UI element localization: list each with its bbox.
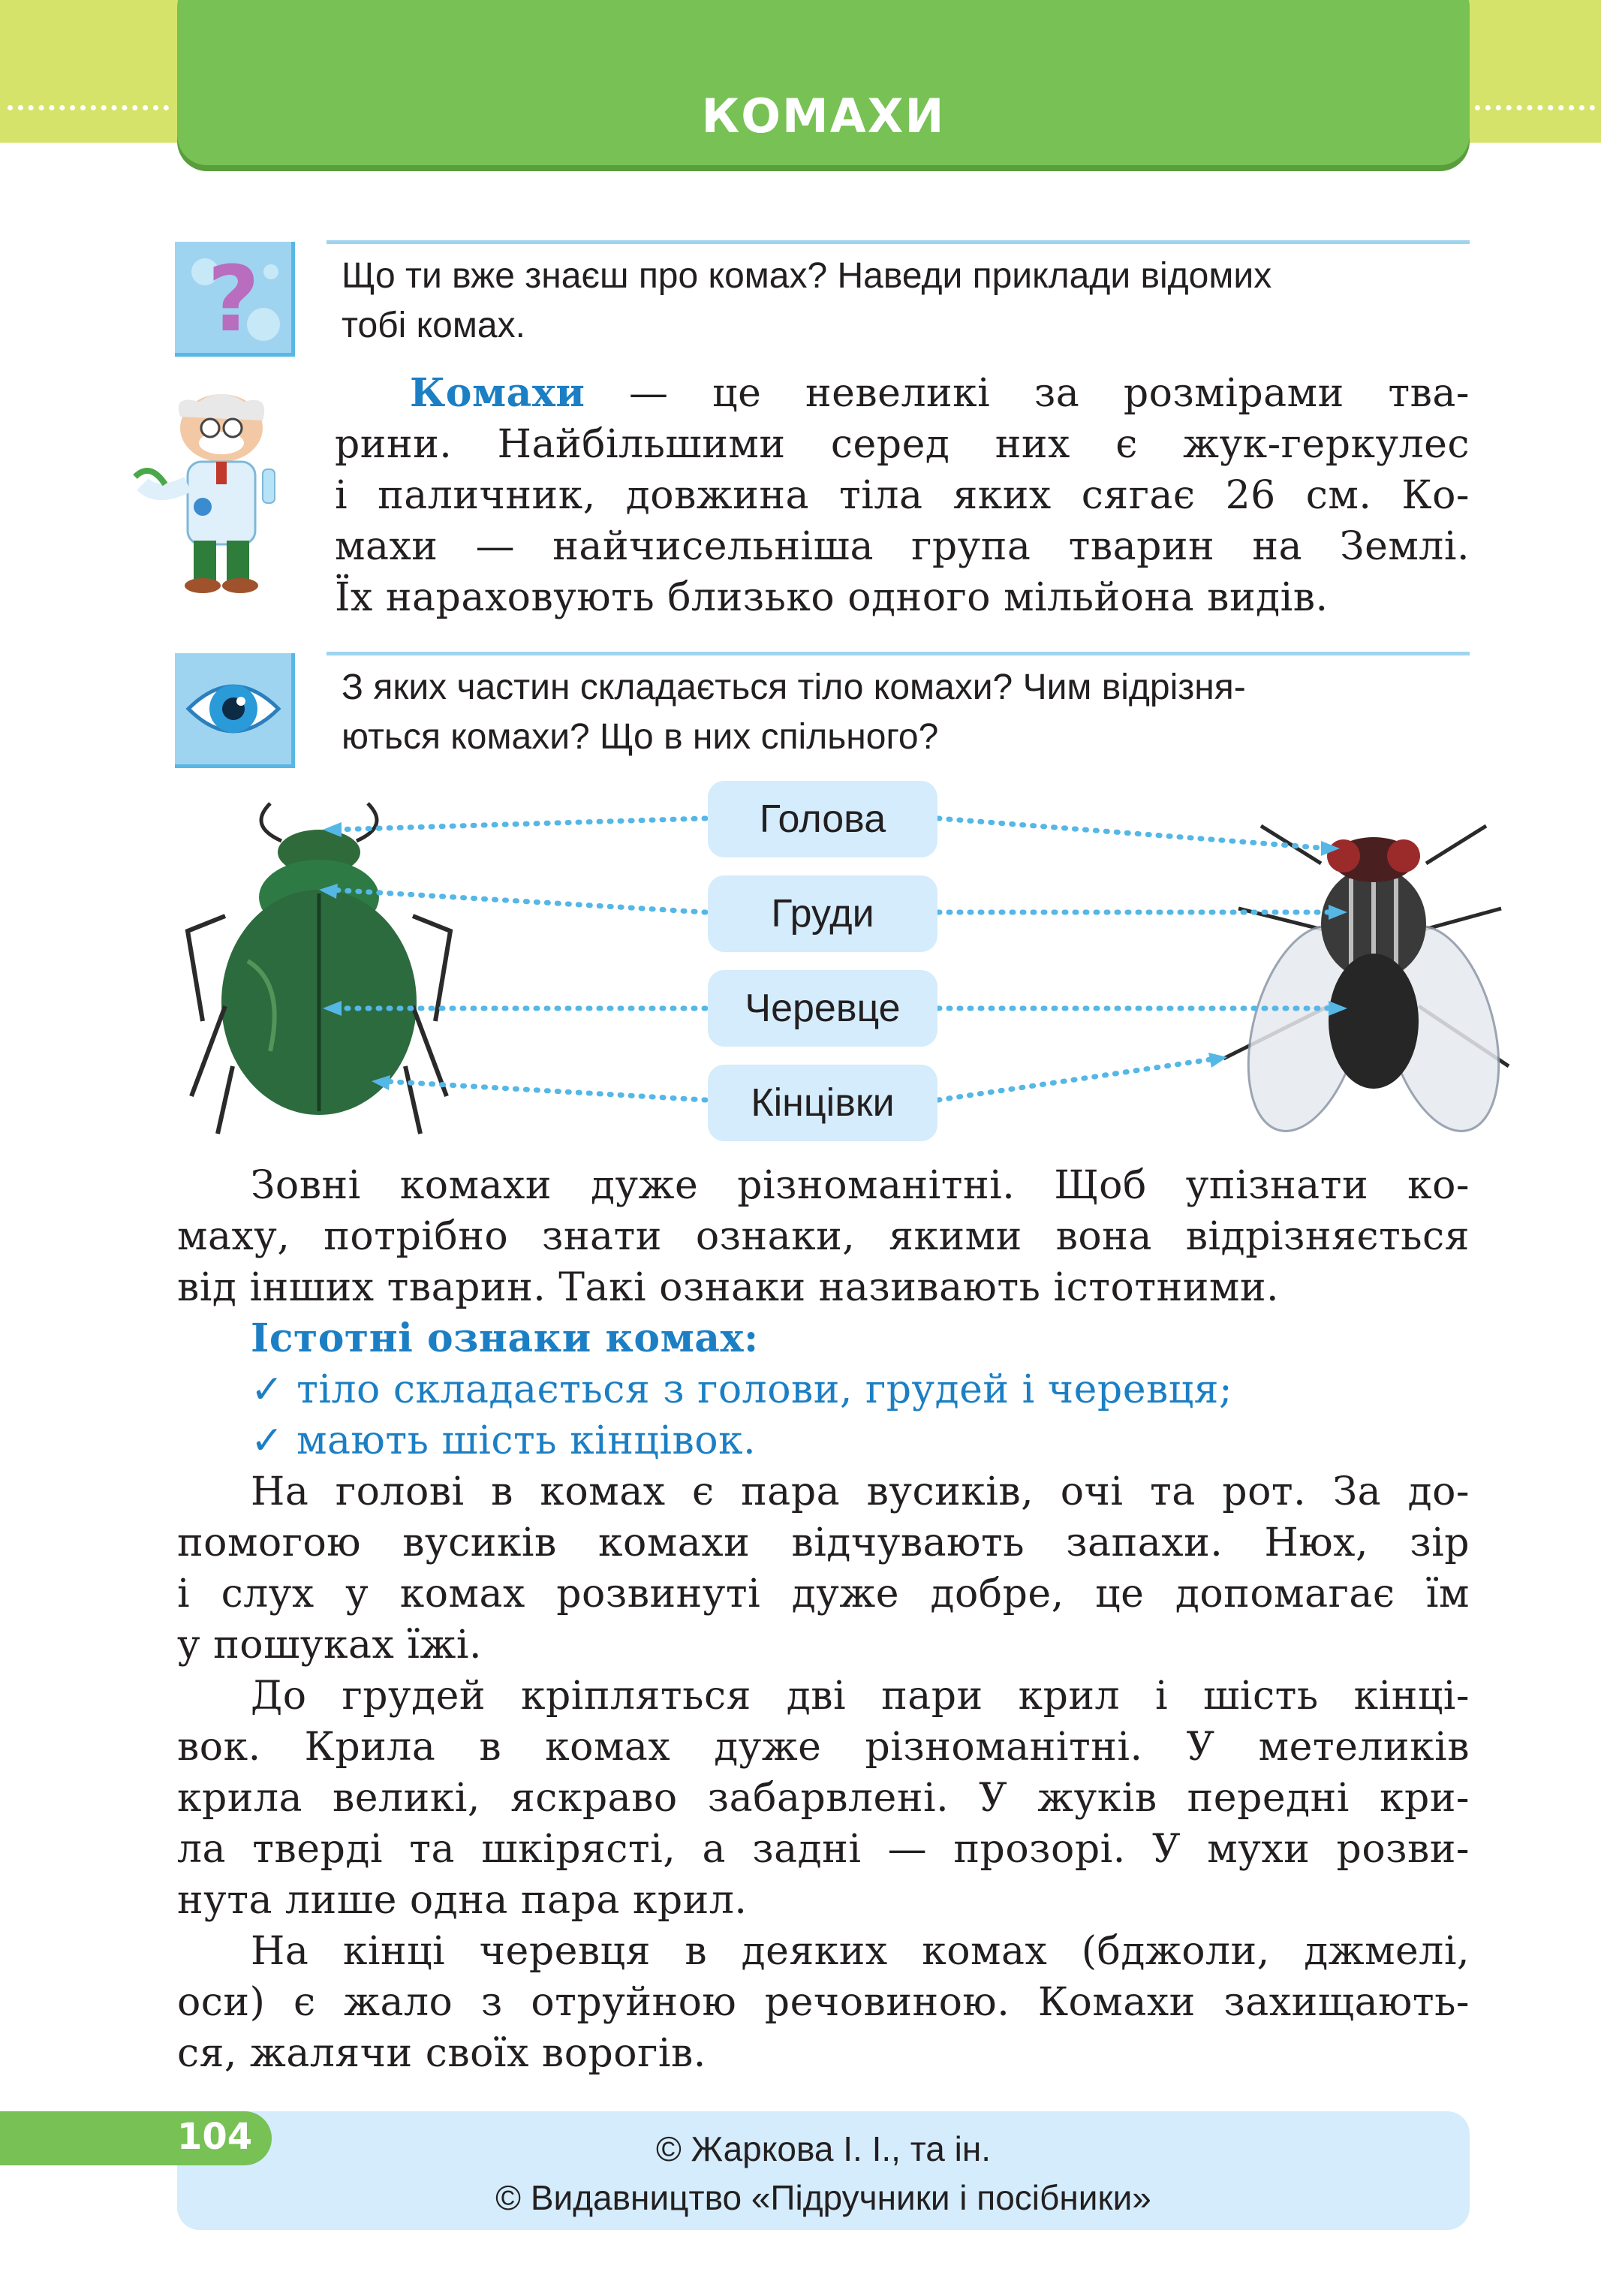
connector-chest-left: [330, 890, 706, 912]
eye-icon: [175, 653, 291, 764]
intro-line: — це невеликі за розмірами тва-: [585, 371, 1470, 416]
label-limbs: Кінцівки: [708, 1065, 937, 1141]
page-number: 104: [177, 2116, 253, 2158]
observe-line: ються комахи? Що в них спільного?: [342, 717, 939, 757]
intro-line: махи — найчисельніша група тварин на Землі.: [335, 524, 1470, 569]
intro-line: і паличник, довжина тіла яких сягає 26 см. Ко-: [335, 473, 1470, 518]
label-head: Голова: [708, 781, 937, 857]
question-text: [342, 252, 1467, 351]
footer-copyright-publisher: © Видавництво «Підручники і посібники»: [495, 2178, 1151, 2217]
intro-line: Їх нараховують близько одного мільйона видів.: [335, 575, 1329, 620]
connector-arrows: [319, 822, 1347, 1090]
svg-text:?: ?: [207, 248, 260, 352]
body-line: крила великі, яскраво забарвлені. У жуків передні кри-: [177, 1776, 1470, 1821]
intro-term: Комахи: [410, 370, 585, 416]
feature-text: мають шість кінцівок.: [296, 1418, 757, 1463]
intro-paragraph: [335, 368, 1470, 623]
body-text: [177, 1160, 1470, 2079]
check-icon: ✓: [251, 1418, 284, 1463]
intro-line: рини. Найбільшими серед них є жук-геркулес: [335, 422, 1470, 467]
connector-legs-left: [383, 1081, 706, 1100]
observe-text: [342, 663, 1467, 762]
fly-illustration: [1223, 826, 1519, 1143]
body-line: До грудей кріпляться дві пари крил і шість кінці-: [251, 1674, 1470, 1719]
body-line: На голові в комах є пара вусиків, очі та рот. За до-: [251, 1469, 1470, 1514]
features-title: Істотні ознаки комах:: [251, 1315, 759, 1361]
connector-lines: [330, 818, 1336, 1100]
eye-icon-box: [175, 653, 295, 768]
body-line: маху, потрібно знати ознаки, якими вона відрізняється: [177, 1214, 1470, 1259]
body-line: нута лише одна пара крил.: [177, 1878, 748, 1923]
feature-text: тіло складається з голови, грудей і черевця;: [296, 1367, 1233, 1412]
footer-copyright-authors: © Жаркова І. І., та ін.: [655, 2129, 992, 2168]
body-line: і слух у комах розвинуті дуже добре, це допомагає їм: [177, 1571, 1470, 1617]
header-band-right: [1458, 0, 1601, 143]
body-line: вок. Крила в комах дуже різноманітні. У метеликів: [177, 1725, 1470, 1770]
body-line: Зовні комахи дуже різноманітні. Щоб упізнати ко-: [251, 1163, 1470, 1208]
feature-item: [177, 1364, 1470, 1415]
label-chest: Груди: [708, 875, 937, 952]
body-line: у пошуках їжі.: [177, 1623, 483, 1668]
body-line: оси) є жало з отруйною речовиною. Комахи захищають-: [177, 1980, 1470, 2025]
feature-item: [177, 1415, 1470, 1466]
body-line: від інших тварин. Такі ознаки називають істотними.: [177, 1265, 1280, 1310]
connector-head-left: [334, 818, 706, 830]
body-line: На кінці черевця в деяких комах (бджоли, джмелі,: [251, 1929, 1470, 1974]
body-line: помогою вусиків комахи відчувають запахи. Нюх, зір: [177, 1520, 1470, 1565]
header-dots-left: [8, 105, 169, 110]
body-line: ла тверді та шкірясті, а задні — прозорі. У мухи розви-: [177, 1827, 1470, 1872]
scientist-illustration: [128, 387, 308, 597]
question-mark-icon: [175, 242, 291, 353]
question-line: тобі комах.: [342, 306, 525, 345]
observe-line: З яких частин складається тіло комахи? Чим відрізня-: [342, 667, 1246, 707]
label-abdomen: Черевце: [708, 970, 937, 1047]
header-dots-right: [1475, 105, 1595, 110]
body-line: ся, жалячи своїх ворогів.: [177, 2031, 706, 2076]
observe-rule: [327, 652, 1470, 655]
question-line: Що ти вже знаєш про комах? Наведи приклади відомих: [342, 256, 1272, 296]
check-icon: ✓: [251, 1367, 284, 1412]
page-title: КОМАХИ: [701, 89, 946, 143]
question-icon-box: [175, 242, 295, 357]
header-band-left: [0, 0, 195, 143]
question-rule: [327, 240, 1470, 244]
connector-legs-right: [938, 1059, 1216, 1100]
